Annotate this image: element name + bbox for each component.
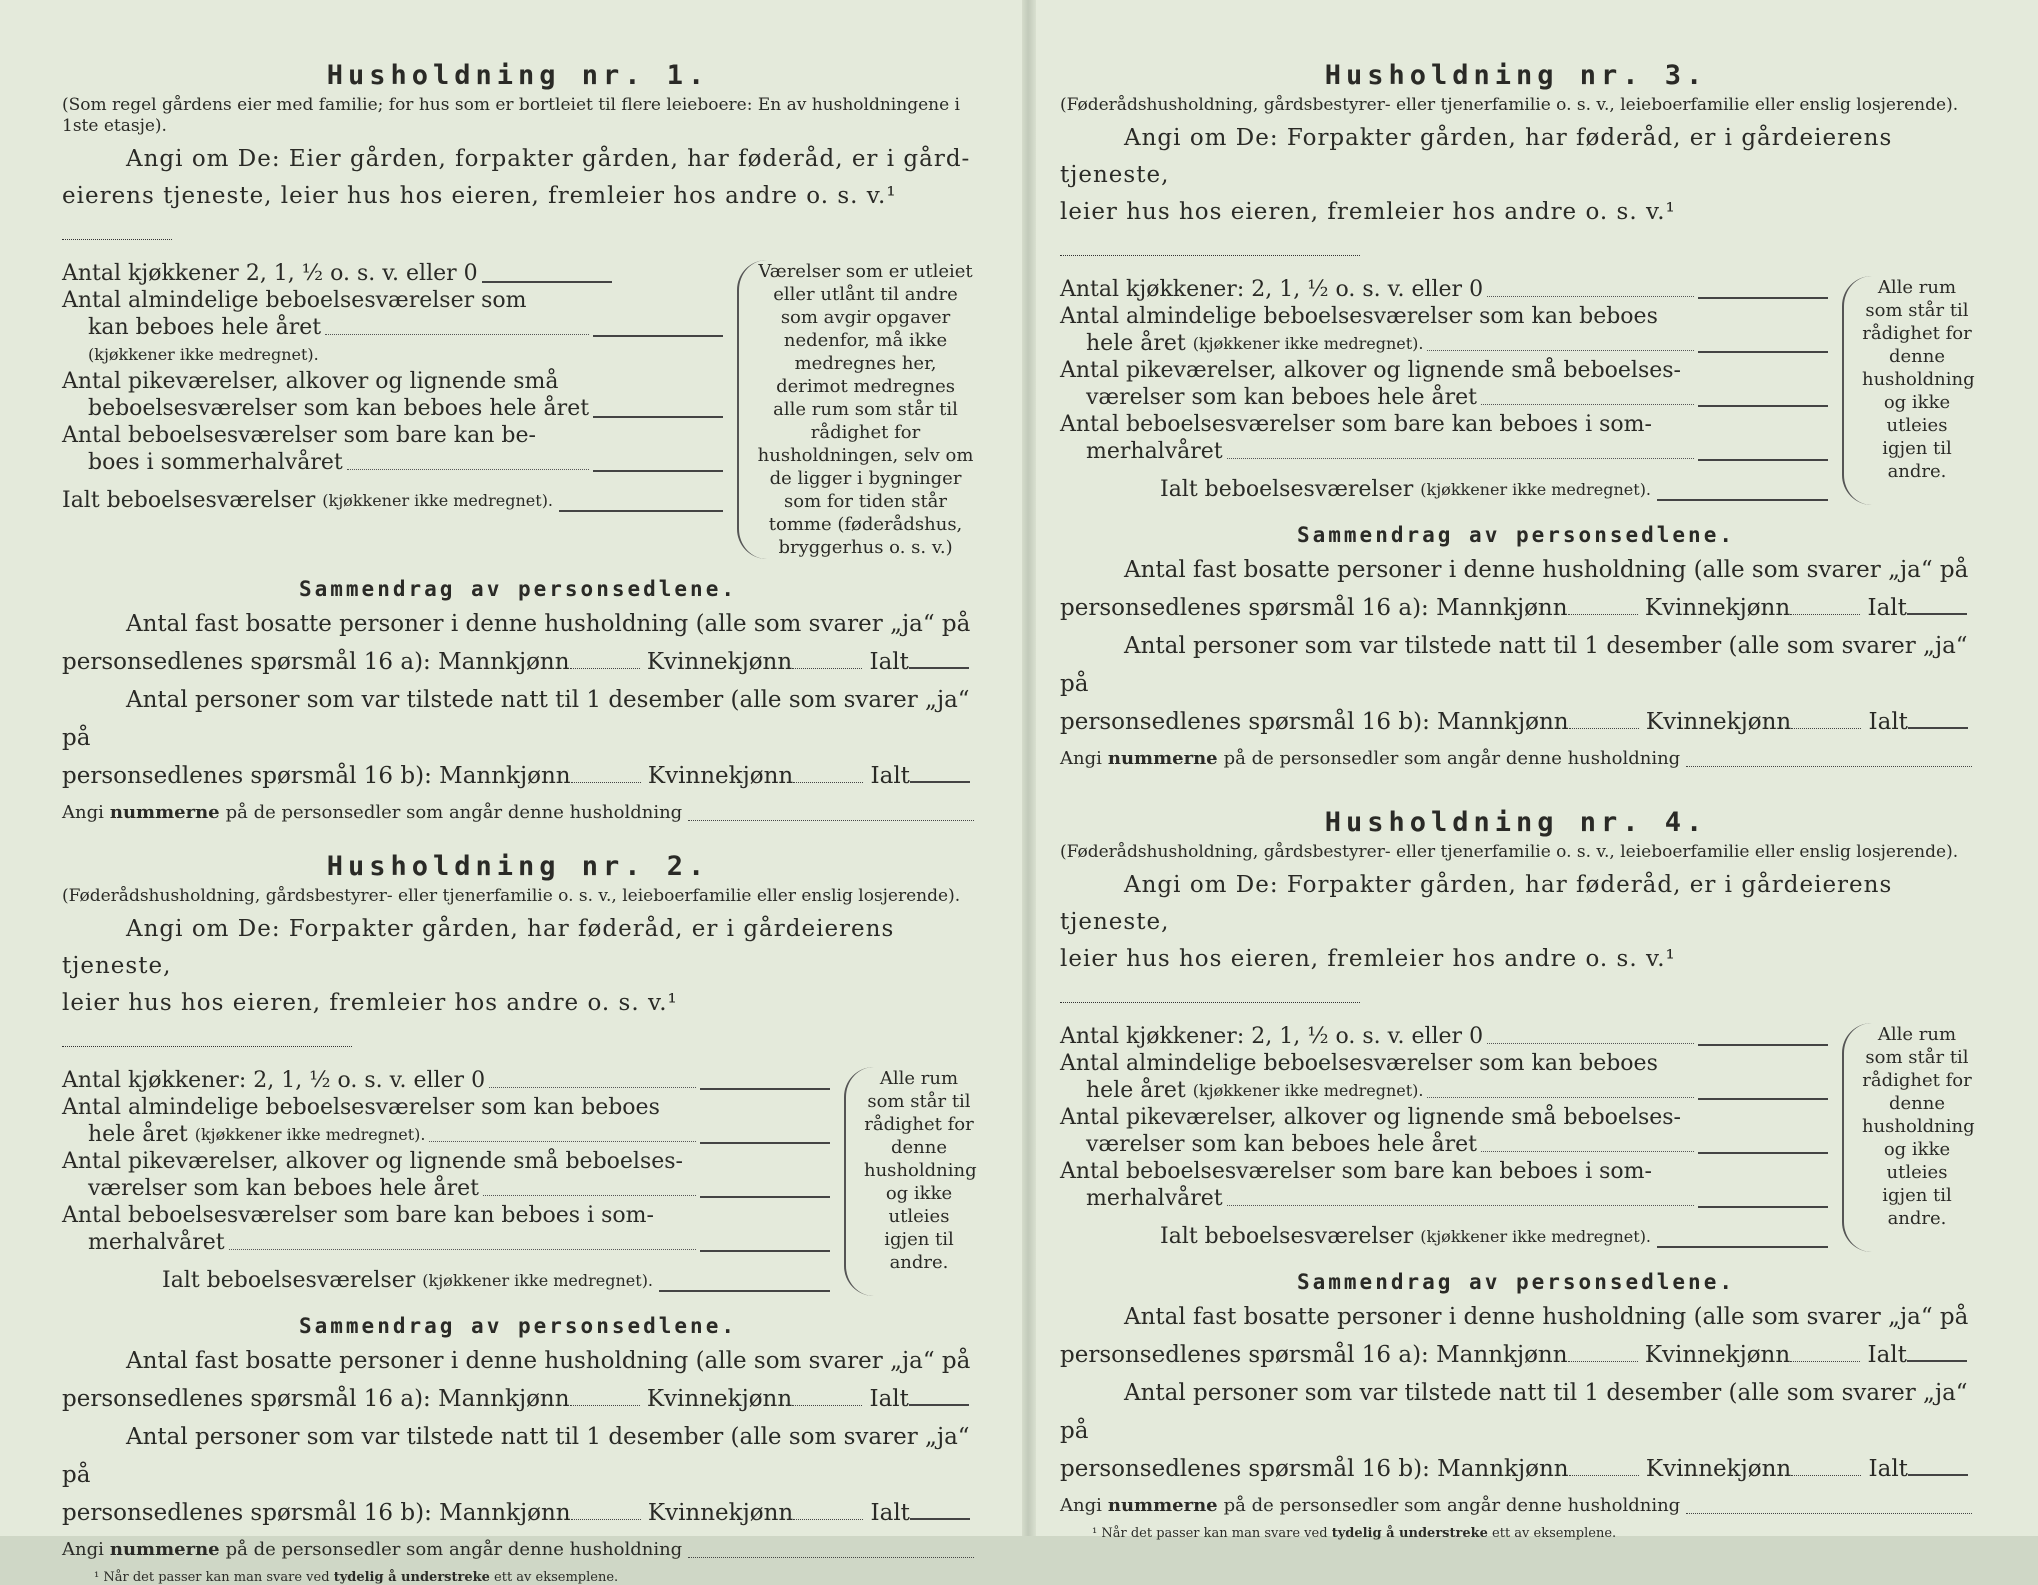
angi-line-1: Angi om De: Eier gården, forpakter gården, har føderåd, er i gård- [126,146,971,172]
total-field[interactable] [1907,595,1967,615]
rooms-list [1060,276,1828,505]
footnote: ¹ Når det passer kan man svare ved tydelig å understreke ett av eksemplene. [94,1570,619,1585]
summary-title: Sammendrag av personsedlene. [298,1314,737,1338]
maid-rooms-line-2: værelser som kan beboes hele året [1060,384,1828,411]
summer-rooms-field[interactable] [1698,459,1828,461]
total-rooms-field[interactable] [1657,499,1828,501]
female-field[interactable] [792,1387,862,1406]
maid-rooms-line-2: værelser som kan beboes hele året [1060,1131,1828,1158]
answer-field[interactable] [62,221,172,240]
summary-title: Sammendrag av personsedlene. [1296,1270,1735,1294]
household-title: Husholdning nr. 1. [326,60,710,91]
summary-title: Sammendrag av personsedlene. [298,577,737,601]
total-field[interactable] [1908,709,1968,729]
rooms-regular-line-2: hele året (kjøkkener ikke medregnet). [62,1121,830,1148]
male-field[interactable] [570,1387,640,1406]
summary-present: Antal personer som var tilstede natt til 1 desember (alle som svarer „ja“ på personsedlenes spørsmål 16 b): Mannkjønn Kvinnekjønn Ialt [1060,1380,1968,1482]
side-note: Alle rum som står til rådighet for denne husholdning og ikke utleies igjen til andre. [1842,276,1972,505]
rooms-list [1060,1023,1828,1252]
rooms-regular-field[interactable] [700,1142,830,1144]
summary-title: Sammendrag av personsedlene. [1296,523,1735,547]
maid-rooms-field[interactable] [1698,405,1828,407]
summer-rooms-field[interactable] [593,470,723,472]
rooms-regular-line-1: Antal almindelige beboelsesværelser som kan beboes [1060,1051,1658,1076]
rooms-list [62,1067,830,1296]
rooms-regular-line-1: Antal almindelige beboelsesværelser som [62,288,527,313]
kitchens-line: Antal kjøkkener: 2, 1, ½ o. s. v. eller 0 [62,1067,830,1094]
summary-resident: Antal fast bosatte personer i denne husholdning (alle som svarer „ja“ på personsedlenes spørsmål 16 a): Mannkjønn Kvinnekjønn Ialt [1060,557,1969,621]
rooms-regular-line-1: Antal almindelige beboelsesværelser som kan beboes [62,1095,660,1120]
household-note: (Føderådshusholdning, gårdsbestyrer- eller tjenerfamilie o. s. v., leieboerfamilie eller enslig losjerende). [1060,842,1959,862]
rooms-regular-line-2: hele året (kjøkkener ikke medregnet). [1060,1077,1828,1104]
household-2 [62,851,977,1585]
summary-present: Antal personer som var tilstede natt til 1 desember (alle som svarer „ja“ på personsedlenes spørsmål 16 b): Mannkjønn Kvinnekjønn Ialt [62,1424,970,1526]
male-field[interactable] [571,764,641,783]
summer-rooms-field[interactable] [1698,1206,1828,1208]
person-numbers-line: Angi nummerne på de personsedler som angår denne husholdning [62,799,974,827]
kitchens-field[interactable] [700,1088,830,1090]
household-title: Husholdning nr. 4. [1324,807,1708,838]
male-field[interactable] [1568,596,1638,615]
kitchens-line: Antal kjøkkener: 2, 1, ½ o. s. v. eller 0 [1060,1023,1828,1050]
female-field[interactable] [793,764,863,783]
person-numbers-field[interactable] [1686,766,1972,767]
answer-field[interactable] [1060,237,1360,256]
rooms-regular-field[interactable] [593,335,723,337]
kitchens-field[interactable] [482,281,612,283]
angi-line-2: eierens tjeneste, leier hus hos eieren, fremleier hos andre o. s. v.¹ [62,183,897,209]
maid-rooms-field[interactable] [700,1196,830,1198]
person-numbers-line: Angi nummerne på de personsedler som angår denne husholdning [62,1536,974,1564]
side-note: Værelser som er utleiet eller utlånt til andre som avgir opgaver nedenfor, må ikke medregnes her, derimot medregnes alle rum som står til rådighet for husholdningen, selv om de ligger i bygninger som for tiden står tomme (føderådshus, bryggerhus o. s. v.) [737,260,974,559]
household-note: (Føderådshusholdning, gårdsbestyrer- eller tjenerfamilie o. s. v., leieboerfamilie eller enslig losjerende). [1060,95,1959,115]
rooms-regular-line-1: Antal almindelige beboelsesværelser som kan beboes [1060,304,1658,329]
male-field[interactable] [1568,1343,1638,1362]
angi-question: Angi om De: Forpakter gården, har føderåd, er i gårdeierens tjeneste, leier hus hos eieren, fremleier hos andre o. s. v.¹ [1060,120,1972,268]
maid-rooms-line-1: Antal pikeværelser, alkover og lignende små beboelses- [1060,1105,1681,1130]
female-field[interactable] [1790,596,1860,615]
person-numbers-field[interactable] [688,820,974,821]
page-fold [1022,0,1036,1536]
summer-rooms-line-1: Antal beboelsesværelser som bare kan beboes i som- [62,1203,654,1228]
total-rooms-field[interactable] [659,1290,830,1292]
summer-rooms-line-2: merhalvåret [1060,1185,1828,1212]
maid-rooms-line-1: Antal pikeværelser, alkover og lignende små beboelses- [62,1149,683,1174]
rooms-regular-field[interactable] [1698,351,1828,353]
total-field[interactable] [910,1500,970,1520]
female-field[interactable] [1791,1457,1861,1476]
total-field[interactable] [1907,1342,1967,1362]
maid-rooms-line-2: beboelsesværelser som kan beboes hele året [62,395,723,422]
total-rooms-line: Ialt beboelsesværelser (kjøkkener ikke medregnet). [1060,1222,1828,1252]
answer-field[interactable] [62,1028,352,1047]
household-3 [1060,60,1975,773]
total-field[interactable] [910,763,970,783]
right-page [1060,60,1975,1541]
summer-rooms-line-2: boes i sommerhalvåret [62,449,723,476]
male-field[interactable] [1569,1457,1639,1476]
summer-rooms-line-1: Antal beboelsesværelser som bare kan beboes i som- [1060,1159,1652,1184]
side-note: Alle rum som står til rådighet for denne husholdning og ikke utleies igjen til andre. [1842,1023,1972,1252]
summer-rooms-line-1: Antal beboelsesværelser som bare kan be- [62,423,536,448]
rooms-section [62,260,974,559]
maid-rooms-field[interactable] [1698,1152,1828,1154]
angi-question: Angi om De: Forpakter gården, har føderåd, er i gårdeierens tjeneste, leier hus hos eieren, fremleier hos andre o. s. v.¹ [62,911,974,1059]
male-field[interactable] [571,1501,641,1520]
household-1 [62,60,974,827]
female-field[interactable] [1791,710,1861,729]
angi-question [62,141,974,252]
rooms-regular-line-2: hele året (kjøkkener ikke medregnet). [1060,330,1828,357]
household-note: (Som regel gårdens eier med familie; for hus som er bortleiet til flere leieboere: En av husholdningene i 1ste etasje). [62,95,960,136]
maid-rooms-line-2: værelser som kan beboes hele året [62,1175,830,1202]
person-numbers-field[interactable] [688,1557,974,1558]
rooms-list [62,260,723,559]
male-field[interactable] [570,650,640,669]
maid-rooms-line-1: Antal pikeværelser, alkover og lignende små beboelses- [1060,358,1681,383]
maid-rooms-field[interactable] [593,416,723,418]
footnote: ¹ Når det passer kan man svare ved tydelig å understreke ett av eksemplene. [1092,1526,1617,1541]
total-rooms-field[interactable] [559,510,723,512]
total-field[interactable] [1908,1456,1968,1476]
kitchens-line: Antal kjøkkener 2, 1, ½ o. s. v. eller 0 [62,260,723,287]
summary-resident: Antal fast bosatte personer i denne husholdning (alle som svarer „ja“ på personsedlenes spørsmål 16 a): Mannkjønn Kvinnekjønn Ialt [62,1348,971,1412]
summer-rooms-line-2: merhalvåret [1060,438,1828,465]
angi-question: Angi om De: Forpakter gården, har føderåd, er i gårdeierens tjeneste, leier hus hos eieren, fremleier hos andre o. s. v.¹ [1060,867,1972,1015]
answer-field[interactable] [1060,984,1360,1003]
female-field[interactable] [793,1501,863,1520]
summary-resident: Antal fast bosatte personer i denne husholdning (alle som svarer „ja“ på personsedlenes spørsmål 16 a): Mannkjønn Kvinnekjønn Ialt [62,611,971,675]
household-title: Husholdning nr. 2. [326,851,710,882]
summer-rooms-line-1: Antal beboelsesværelser som bare kan beboes i som- [1060,412,1652,437]
female-field[interactable] [1790,1343,1860,1362]
summary-resident: Antal fast bosatte personer i denne husholdning (alle som svarer „ja“ på personsedlenes spørsmål 16 a): Mannkjønn Kvinnekjønn Ialt [1060,1304,1969,1368]
total-rooms-line: Ialt beboelsesværelser (kjøkkener ikke medregnet). [62,486,723,516]
total-rooms-line: Ialt beboelsesværelser (kjøkkener ikke medregnet). [1060,475,1828,505]
rooms-regular-line-2: kan beboes hele året [62,314,723,341]
female-field[interactable] [792,650,862,669]
total-field[interactable] [909,1386,969,1406]
total-field[interactable] [909,649,969,669]
household-title: Husholdning nr. 3. [1324,60,1708,91]
maid-rooms-line-1: Antal pikeværelser, alkover og lignende små [62,369,559,394]
summer-rooms-field[interactable] [700,1250,830,1252]
total-rooms-field[interactable] [1657,1246,1828,1248]
left-page [62,60,977,1585]
kitchens-field[interactable] [1698,297,1828,299]
person-numbers-field[interactable] [1686,1513,1972,1514]
person-numbers-line: Angi nummerne på de personsedler som angår denne husholdning [1060,1492,1972,1520]
kitchens-line: Antal kjøkkener: 2, 1, ½ o. s. v. eller 0 [1060,276,1828,303]
rooms-section [1060,276,1975,505]
rooms-section [62,1067,977,1296]
household-4 [1060,807,1975,1541]
side-note: Alle rum som står til rådighet for denne husholdning og ikke utleies igjen til andre. [844,1067,974,1296]
household-note: (Føderådshusholdning, gårdsbestyrer- eller tjenerfamilie o. s. v., leieboerfamilie eller enslig losjerende). [62,886,961,906]
total-rooms-line: Ialt beboelsesværelser (kjøkkener ikke medregnet). [62,1266,830,1296]
summary-present: Antal personer som var tilstede natt til 1 desember (alle som svarer „ja“ på personsedlenes spørsmål 16 b): Mannkjønn Kvinnekjønn Ialt [1060,633,1968,735]
male-field[interactable] [1569,710,1639,729]
person-numbers-line: Angi nummerne på de personsedler som angår denne husholdning [1060,745,1972,773]
rooms-section [1060,1023,1975,1252]
rooms-regular-sub: (kjøkkener ikke medregnet). [88,345,319,364]
rooms-regular-field[interactable] [1698,1098,1828,1100]
summary-present: Antal personer som var tilstede natt til 1 desember (alle som svarer „ja“ på personsedlenes spørsmål 16 b): Mannkjønn Kvinnekjønn Ialt [62,687,970,789]
kitchens-field[interactable] [1698,1044,1828,1046]
summer-rooms-line-2: merhalvåret [62,1229,830,1256]
